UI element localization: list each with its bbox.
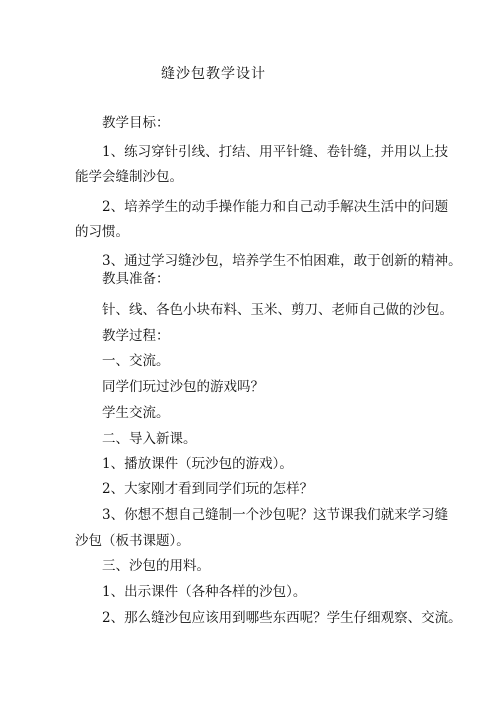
- paragraph-line: 二、导入新课。: [102, 431, 197, 447]
- section-heading-process: 教学过程：: [102, 328, 170, 344]
- paragraph-line: 能学会缝制沙包。: [75, 169, 183, 185]
- paragraph-line: 一、交流。: [102, 353, 170, 369]
- section-heading-materials: 教具准备：: [102, 271, 170, 287]
- paragraph-line: 2、培养学生的动手操作能力和自己动手解决生活中的问题: [102, 199, 449, 215]
- paragraph-line: 1、出示课件（各种各样的沙包）。: [102, 584, 307, 600]
- section-heading-objectives: 教学目标：: [102, 115, 170, 131]
- paragraph-line: 学生交流。: [102, 405, 170, 421]
- paragraph-line: 2、那么缝沙包应该用到哪些东西呢？学生仔细观察、交流。: [102, 610, 462, 626]
- paragraph-line: 针、线、各色小块布料、玉米、剪刀、老师自己做的沙包。: [102, 302, 453, 318]
- paragraph-line: 沙包（板书课题）。: [75, 533, 190, 549]
- document-title: 缝沙包教学设计: [161, 66, 266, 82]
- paragraph-line: 3、你想不想自己缝制一个沙包呢？这节课我们就来学习缝: [102, 507, 449, 523]
- paragraph-line: 同学们玩过沙包的游戏吗？: [102, 379, 264, 395]
- paragraph-line: 三、沙包的用料。: [102, 558, 210, 574]
- paragraph-line: 1、播放课件（玩沙包的游戏）。: [102, 456, 293, 472]
- paragraph-line: 1、练习穿针引线、打结、用平针缝、卷针缝，并用以上技: [102, 144, 449, 160]
- paragraph-line: 2、大家刚才看到同学们玩的怎样？: [102, 481, 314, 497]
- paragraph-line: 3、通过学习缝沙包，培养学生不怕困难，敢于创新的精神。: [102, 253, 462, 269]
- paragraph-line: 的习惯。: [75, 224, 129, 240]
